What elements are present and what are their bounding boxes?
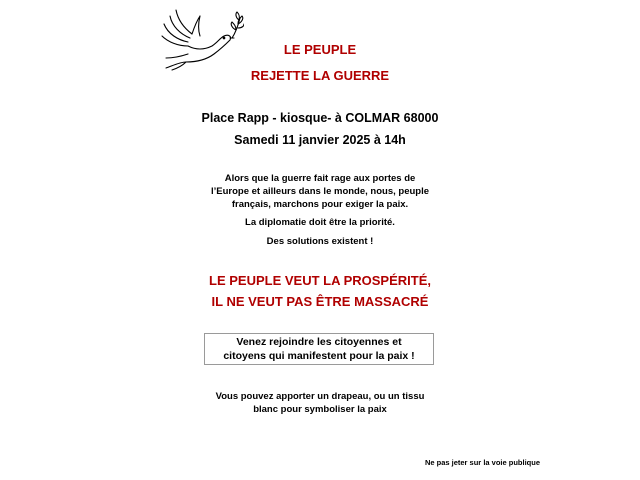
flag-note	[0, 390, 640, 416]
headline-line-2: REJETTE LA GUERRE	[250, 68, 390, 83]
callout-line: Venez rejoindre les citoyennes et	[236, 336, 402, 348]
slogan-line-2: IL NE VEUT PAS ÊTRE MASSACRÉ	[211, 294, 429, 309]
dove-icon	[158, 6, 244, 74]
callout-line: citoyens qui manifestent pour la paix !	[223, 350, 415, 362]
flag-note-line: Vous pouvez apporter un drapeau, ou un tissu	[215, 391, 425, 402]
intro-paragraph	[0, 172, 640, 211]
intro-line: l’Europe et ailleurs dans le monde, nous, peuple	[210, 186, 430, 197]
event-date: Samedi 11 janvier 2025 à 14h	[234, 133, 406, 147]
solutions-line: Des solutions existent !	[266, 236, 374, 247]
diplomacy-line: La diplomatie doit être la priorité.	[245, 217, 395, 228]
headline-line-1: LE PEUPLE	[283, 42, 357, 57]
join-callout-box	[204, 333, 434, 365]
intro-line: français, marchons pour exiger la paix.	[231, 199, 409, 210]
intro-line: Alors que la guerre fait rage aux portes de	[224, 173, 416, 184]
slogan-line-1: LE PEUPLE VEUT LA PROSPÉRITÉ,	[209, 273, 431, 288]
flag-note-line: blanc pour symboliser la paix	[253, 404, 387, 415]
event-place: Place Rapp - kiosque- à COLMAR 68000	[201, 111, 439, 125]
footer-note: Ne pas jeter sur la voie publique	[424, 458, 540, 467]
